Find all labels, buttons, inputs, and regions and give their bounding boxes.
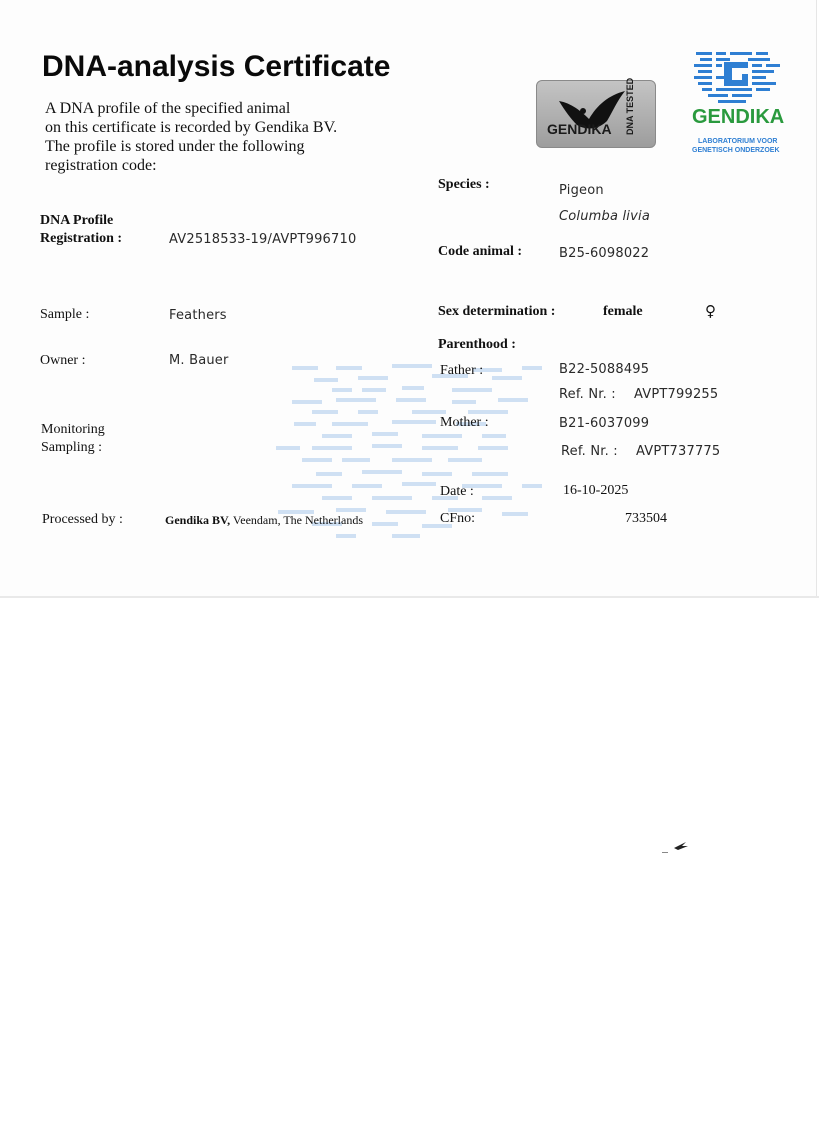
father-ref-value: AVPT799255 [634, 387, 719, 402]
species-label: Species : [438, 177, 490, 192]
father-value: B22-5088495 [559, 362, 650, 377]
logo-subtitle-1: LABORATORIUM VOOR [698, 138, 778, 145]
gendika-logo [690, 48, 790, 158]
sample-label: Sample : [40, 307, 90, 322]
mother-value: B21-6037099 [559, 416, 650, 431]
code-animal-label: Code animal : [438, 244, 522, 259]
pigeon-icon [537, 81, 655, 147]
female-symbol-icon: ♀ [705, 302, 716, 320]
sex-value: female [603, 304, 643, 319]
mother-label: Mother : [440, 415, 489, 430]
badge-brand: GENDIKA [547, 121, 612, 137]
date-value: 16-10-2025 [563, 483, 629, 498]
monitoring-label: Monitoring [41, 422, 105, 437]
sex-determination-label: Sex determination : [438, 304, 556, 319]
registration-value: AV2518533-19/AVPT996710 [169, 232, 357, 247]
cfno-value: 733504 [625, 511, 667, 526]
intro-line-1: A DNA profile of the specified animal [45, 100, 291, 117]
processed-by-label: Processed by : [42, 512, 123, 527]
processed-location: Veendam, The Netherlands [230, 513, 363, 527]
mother-ref-value: AVPT737775 [636, 444, 721, 459]
dna-tested-badge [536, 77, 656, 148]
species-value: Pigeon [559, 183, 604, 198]
certificate-title: DNA-analysis Certificate [42, 50, 391, 83]
logo-subtitle-2: GENETISCH ONDERZOEK [692, 147, 780, 154]
badge-tag: DNA TESTED [625, 77, 635, 135]
father-ref-label: Ref. Nr. : [559, 387, 616, 402]
intro-text [45, 99, 375, 175]
intro-line-4: registration code: [45, 157, 157, 174]
parenthood-label: Parenthood : [438, 337, 516, 352]
processed-company: Gendika BV, [165, 513, 231, 527]
dna-profile-label: DNA Profile [40, 213, 114, 228]
scan-speck [660, 838, 692, 856]
processed-by-value [165, 513, 363, 528]
date-label: Date : [440, 484, 474, 499]
owner-value: M. Bauer [169, 353, 229, 368]
dna-grid-logo-icon [690, 48, 790, 106]
page-edge [0, 596, 819, 598]
cfno-label: CFno: [440, 511, 476, 526]
sample-value: Feathers [169, 308, 227, 323]
intro-line-2: on this certificate is recorded by Gendika BV. [45, 119, 338, 136]
mother-ref-label: Ref. Nr. : [561, 444, 618, 459]
logo-brand: GENDIKA [692, 106, 785, 128]
father-label: Father : [440, 363, 484, 378]
sampling-label: Sampling : [41, 440, 103, 455]
code-animal-value: B25-6098022 [559, 246, 650, 261]
owner-label: Owner : [40, 353, 86, 368]
species-latin: Columba livia [559, 209, 650, 224]
registration-label: Registration : [40, 231, 123, 246]
intro-line-3: The profile is stored under the following [45, 138, 305, 155]
